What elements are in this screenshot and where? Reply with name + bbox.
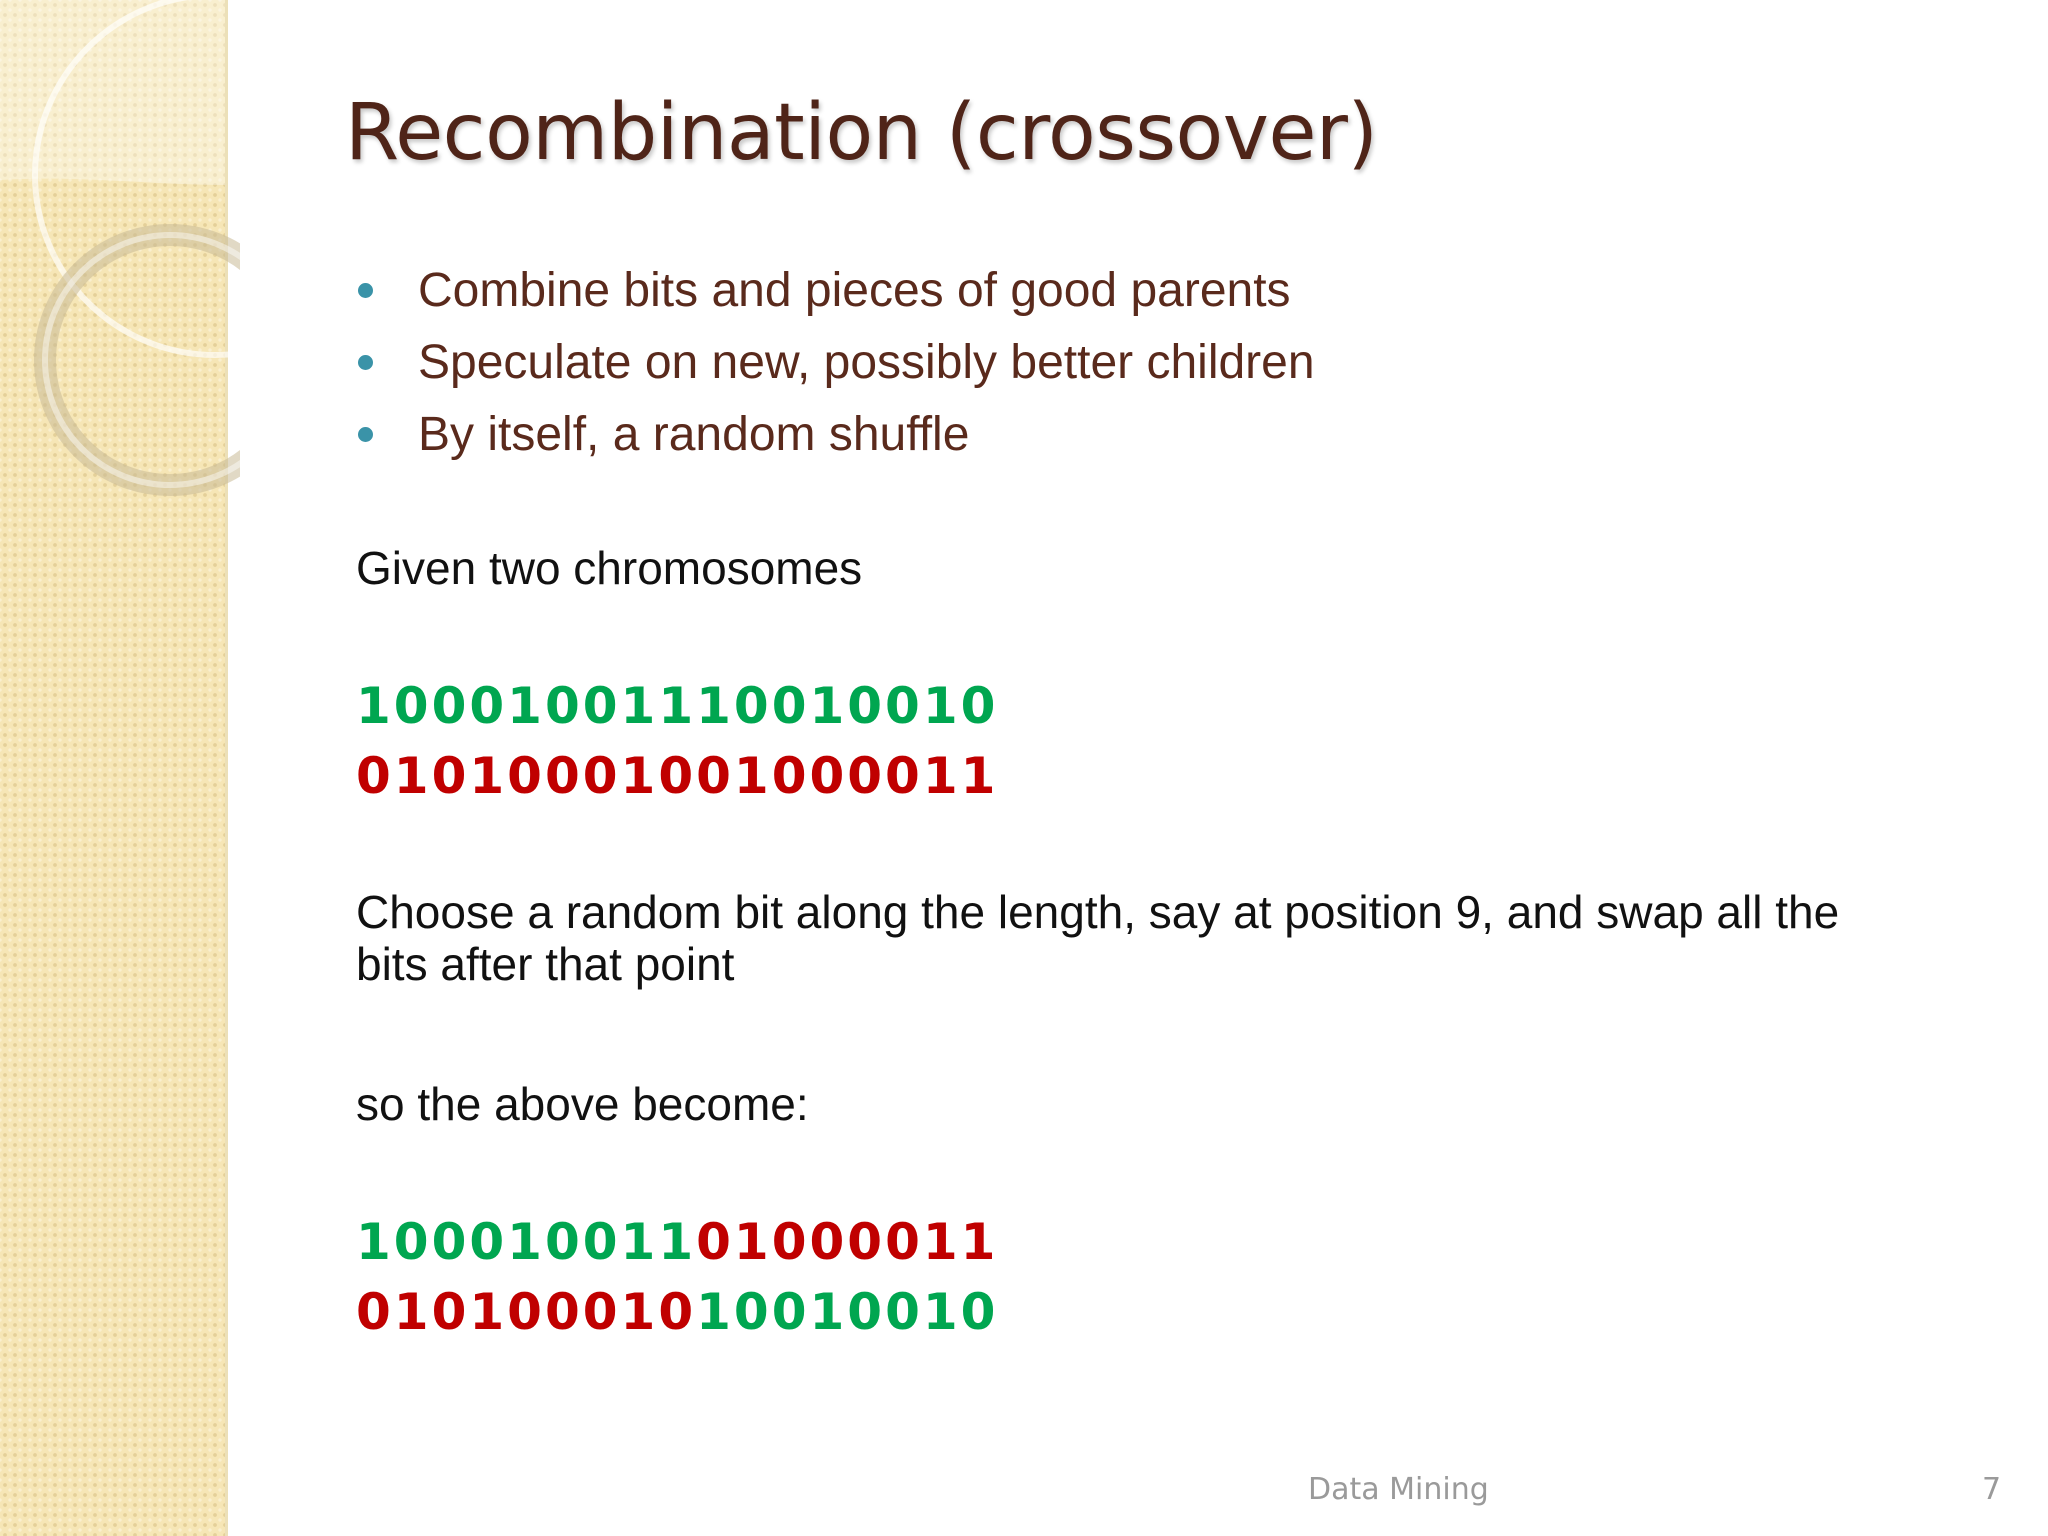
given-text: Given two chromosomes	[356, 542, 863, 594]
child-1-head-bits: 100010011	[356, 1213, 697, 1271]
slide-title: Recombination (crossover)	[345, 88, 1378, 178]
bullet-list	[352, 255, 1315, 471]
decorative-side-band	[0, 0, 228, 1536]
bullet-text: By itself, a random shuffle	[418, 408, 970, 461]
page-number: 7	[1982, 1472, 2002, 1507]
bullet-item	[352, 399, 1315, 471]
child-2-tail-bits: 10010010	[696, 1283, 999, 1341]
parent-chromosome-2: 01010001001000011	[356, 747, 999, 805]
child-chromosome-1	[356, 1212, 998, 1272]
bullet-dot-icon	[358, 355, 373, 370]
bullet-text: Combine bits and pieces of good parents	[418, 264, 1291, 317]
bullet-item	[352, 327, 1315, 399]
become-text: so the above become:	[356, 1078, 809, 1130]
parent-chromosome-1: 10001001110010010	[356, 677, 999, 735]
bullet-text: Speculate on new, possibly better children	[418, 336, 1315, 389]
child-2-head-bits: 010100010	[356, 1283, 697, 1341]
child-chromosome-2	[356, 1282, 998, 1342]
child-1-tail-bits: 01000011	[696, 1213, 999, 1271]
bullet-dot-icon	[358, 427, 373, 442]
choose-text-line-1: Choose a random bit along the length, say at position 9, and swap all the	[356, 886, 1840, 938]
footer-label: Data Mining	[1308, 1472, 1489, 1507]
bullet-item	[352, 255, 1315, 327]
bullet-dot-icon	[358, 283, 373, 298]
choose-text-line-2: bits after that point	[356, 938, 735, 990]
